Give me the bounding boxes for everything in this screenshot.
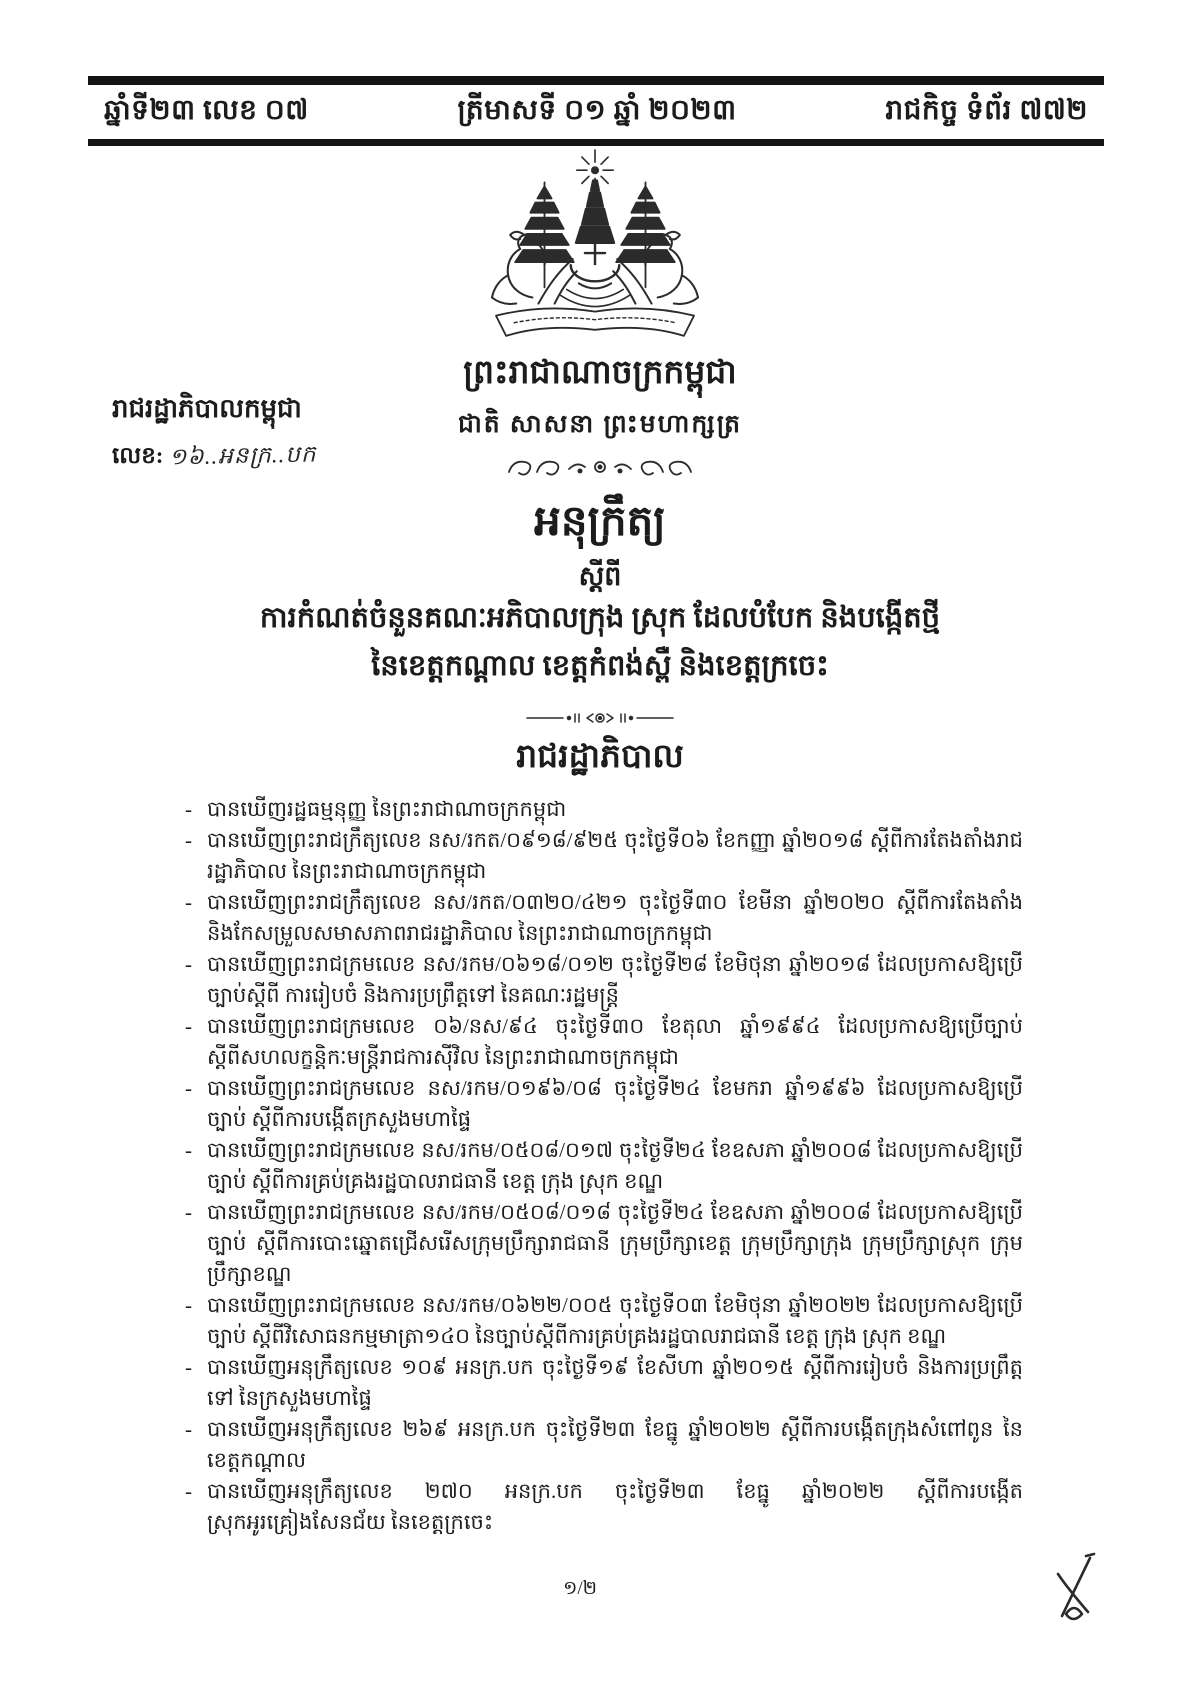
emblem-sword-and-bowl: [571, 243, 619, 288]
bullet-dash: -: [185, 1014, 192, 1038]
consideration-text: បានឃើញអនុក្រឹត្យលេខ ២៧០ អនក្រ.បក ចុះថ្ងៃទី២៣ ខែធ្នូ ឆ្នាំ២០២២ ស្តីពីការបង្កើតស្រុកអូរគ្រៀងសែនជ័យ នៃខេត្តក្រចេះ: [207, 1479, 1023, 1534]
emblem-left-lion: [492, 232, 545, 304]
header-quarter: ត្រីមាសទី ០១ ឆ្នាំ ២០២៣: [457, 94, 737, 126]
emblem-right-lion: [645, 232, 698, 304]
header-row: [88, 85, 1104, 139]
header-gazette-pageref: រាជកិច្ច ទំព័រ ៧៧២: [885, 94, 1088, 126]
subject-line-2: នៃខេត្តកណ្តាល ខេត្តកំពង់ស្ពឺ និងខេត្តក្រចេះ: [371, 650, 829, 682]
document-number-label: លេខ:: [112, 443, 164, 468]
small-ornament-divider-icon: [170, 710, 1030, 731]
document-number-handwritten: ១៦..អនក្រ..បក: [168, 441, 317, 470]
bullet-dash: -: [185, 1293, 192, 1317]
consideration-text: បានឃើញព្រះរាជក្រមលេខ នស/រកម/០៦២២/០០៥ ចុះថ្ងៃទី០៣ ខែមិថុនា ឆ្នាំ២០២២ ដែលប្រកាសឱ្យប្រើច្បាប់ ស្តីពីវិសោធនកម្មមាត្រា១៤០ នៃច្បាប់ស្តីពីការគ្រប់គ្រងរដ្ឋបាលរាជធានី ខេត្ត ក្រុង ស្រុក ខណ្ឌ: [207, 1293, 1023, 1348]
regarding-label: ស្តីពី: [578, 561, 622, 591]
consideration-item: [183, 825, 1023, 887]
consideration-text: បានឃើញអនុក្រឹត្យលេខ ១០៩ អនក្រ.បក ចុះថ្ងៃទី១៩ ខែសីហា ឆ្នាំ២០១៥ ស្តីពីការរៀបចំ និងការប្រព្រឹត្តទៅ នៃក្រសួងមហាផ្ទៃ: [207, 1355, 1023, 1410]
national-motto: ជាតិ សាសនា ព្រះមហាក្សត្រ: [457, 411, 743, 438]
kingdom-title: ព្រះរាជាណាចក្រកម្ពុជា: [463, 355, 737, 391]
bullet-dash: -: [185, 1138, 192, 1162]
considerations-list: [183, 794, 1023, 1538]
header-bottom-rule: [88, 139, 1104, 146]
header-top-rule: [88, 76, 1104, 85]
bullet-dash: -: [185, 1479, 192, 1503]
consideration-item: [183, 1197, 1023, 1290]
consideration-item: [183, 1135, 1023, 1197]
royal-arms-emblem-icon: [468, 146, 722, 348]
kingdom-masthead: [392, 352, 808, 484]
section-heading-royal-government: រាជរដ្ឋាភិបាល: [516, 739, 684, 775]
consideration-text: បានឃើញព្រះរាជក្រមលេខ នស/រកម/០៥០៨/០១៨ ចុះថ្ងៃទី២៤ ខែឧសភា ឆ្នាំ២០០៨ ដែលប្រកាសឱ្យប្រើច្បាប់ ស្តីពីការបោះឆ្នោតជ្រើសរើសក្រុមប្រឹក្សារាជធានី ក្រុមប្រឹក្សាខេត្ត ក្រុមប្រឹក្សាក្រុង ក្រុមប្រឹក្សាស្រុក ក្រុមប្រឹក្សាខណ្ឌ: [207, 1200, 1023, 1286]
page-number: ១/២: [562, 1578, 598, 1599]
government-label: រាជរដ្ឋាភិបាលកម្ពុជា: [112, 394, 302, 423]
document-type-title: អនុក្រឹត្យ: [534, 499, 666, 545]
bullet-dash: -: [185, 1355, 192, 1379]
consideration-item: [183, 794, 1023, 825]
scroll-ornament-divider-icon: [392, 455, 808, 484]
bullet-dash: -: [185, 797, 192, 821]
header-year-issue: ឆ្នាំទី២៣ លេខ ០៧: [104, 94, 309, 126]
consideration-text: បានឃើញអនុក្រឹត្យលេខ ២៦៩ អនក្រ.បក ចុះថ្ងៃទី២៣ ខែធ្នូ ឆ្នាំ២០២២ ស្តីពីការបង្កើតក្រុងសំពៅពូន នៃខេត្តកណ្តាល: [207, 1417, 1023, 1472]
consideration-text: បានឃើញរដ្ឋធម្មនុញ្ញ នៃព្រះរាជាណាចក្រកម្ពុជា: [207, 797, 567, 821]
bullet-dash: -: [185, 828, 192, 852]
consideration-item: [183, 887, 1023, 949]
emblem-ribbon: [496, 308, 694, 335]
consideration-text: បានឃើញព្រះរាជក្រមលេខ នស/រកម/០១៩៦/០៨ ចុះថ្ងៃទី២៤ ខែមករា ឆ្នាំ១៩៩៦ ដែលប្រកាសឱ្យប្រើច្បាប់ ស្តីពីការបង្កើតក្រសួងមហាផ្ទៃ: [207, 1076, 1023, 1131]
subject-line-1: ការកំណត់ចំនួនគណៈអភិបាលក្រុង ស្រុក ដែលបំបែក និងបង្កើតថ្មី: [259, 602, 941, 634]
bullet-dash: -: [185, 1417, 192, 1441]
consideration-text: បានឃើញព្រះរាជក្រមលេខ នស/រកម/០៦១៨/០១២ ចុះថ្ងៃទី២៨ ខែមិថុនា ឆ្នាំ២០១៨ ដែលប្រកាសឱ្យប្រើច្បាប់ស្តីពី ការរៀបចំ និងការប្រព្រឹត្តទៅ នៃគណៈរដ្ឋមន្ត្រី: [207, 952, 1023, 1007]
bullet-dash: -: [185, 890, 192, 914]
consideration-text: បានឃើញព្រះរាជក្រឹត្យលេខ នស/រកត/០៩១៨/៩២៥ ចុះថ្ងៃទី០៦ ខែកញ្ញា ឆ្នាំ២០១៨ ស្តីពីការតែងតាំងរាជរដ្ឋាភិបាល នៃព្រះរាជាណាចក្រកម្ពុជា: [207, 828, 1023, 883]
bullet-dash: -: [185, 1200, 192, 1224]
gazette-header: [88, 76, 1104, 146]
consideration-item: [183, 1073, 1023, 1135]
consideration-item: [183, 1476, 1023, 1538]
consideration-item: [183, 1352, 1023, 1414]
consideration-item: [183, 1414, 1023, 1476]
emblem-garland: [561, 289, 630, 306]
bullet-dash: -: [185, 952, 192, 976]
consideration-item: [183, 1011, 1023, 1073]
consideration-item: [183, 1290, 1023, 1352]
consideration-text: បានឃើញព្រះរាជក្រមលេខ ០៦/នស/៩៤ ចុះថ្ងៃទី៣០ ខែតុលា ឆ្នាំ១៩៩៤ ដែលប្រកាសឱ្យប្រើច្បាប់ ស្តីពីសហលក្ខន្តិកៈមន្ត្រីរាជការស៊ីវិល នៃព្រះរាជាណាចក្រកម្ពុជា: [207, 1014, 1023, 1069]
bullet-dash: -: [185, 1076, 192, 1100]
emblem-spire: [576, 180, 614, 243]
signature-mark-icon: [1046, 1552, 1102, 1636]
consideration-text: បានឃើញព្រះរាជក្រឹត្យលេខ នស/រកត/០៣២០/៤២១ ចុះថ្ងៃទី៣០ ខែមីនា ឆ្នាំ២០២០ ស្តីពីការតែងតាំង និងកែសម្រួលសមាសភាពរាជរដ្ឋាភិបាល នៃព្រះរាជាណាចក្រកម្ពុជា: [207, 890, 1023, 945]
consideration-item: [183, 949, 1023, 1011]
consideration-text: បានឃើញព្រះរាជក្រមលេខ នស/រកម/០៥០៨/០១៧ ចុះថ្ងៃទី២៤ ខែឧសភា ឆ្នាំ២០០៨ ដែលប្រកាសឱ្យប្រើច្បាប់ ស្តីពីការគ្រប់គ្រងរដ្ឋបាលរាជធានី ខេត្ត ក្រុង ស្រុក ខណ្ឌ: [207, 1138, 1023, 1193]
